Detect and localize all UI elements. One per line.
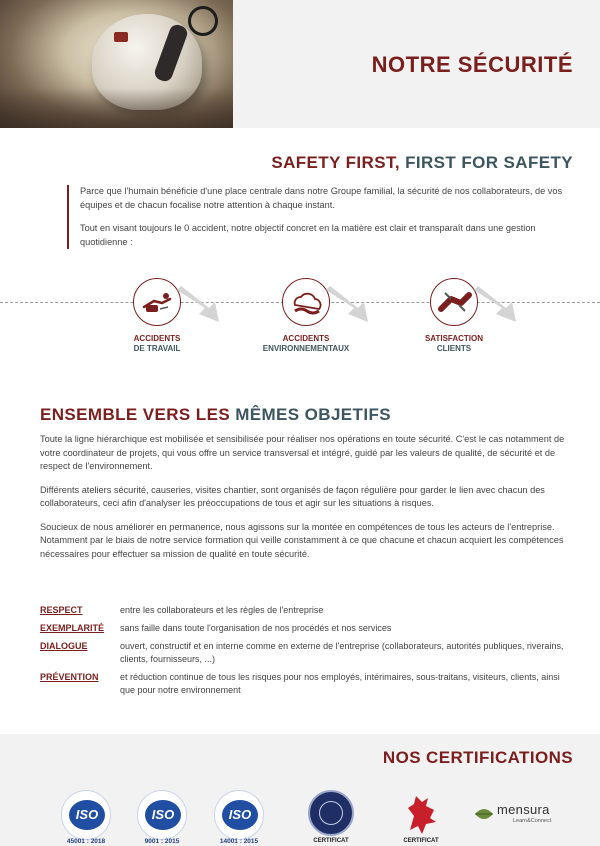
iso-9001-badge bbox=[133, 790, 191, 846]
certificat-seal bbox=[302, 790, 360, 846]
pillar-arrow-icon bbox=[324, 286, 376, 330]
iso-logo-icon bbox=[61, 790, 111, 840]
safety-pillars-band bbox=[0, 268, 600, 378]
safety-first-heading bbox=[271, 153, 573, 173]
mensura-leaf-icon bbox=[473, 804, 495, 824]
handshake-icon bbox=[430, 278, 478, 326]
pillar-environmental-accidents bbox=[262, 278, 422, 373]
pillar-label bbox=[256, 334, 356, 354]
helmet-strap-ring bbox=[188, 6, 218, 36]
ensemble-body bbox=[40, 433, 575, 561]
ensemble-heading bbox=[40, 405, 391, 425]
ensemble-heading-part1: ENSEMBLE VERS LES bbox=[40, 405, 236, 424]
value-row-prevention bbox=[40, 671, 575, 697]
pillar-client-satisfaction bbox=[424, 278, 570, 373]
value-term: PRÉVENTION bbox=[40, 672, 99, 682]
pillar-label bbox=[416, 334, 492, 354]
safety-heading-part1: SAFETY FIRST, bbox=[271, 153, 400, 172]
environment-cloud-icon bbox=[282, 278, 330, 326]
iso-14001-badge bbox=[210, 790, 268, 846]
pillar-label-line1: ACCIDENTS bbox=[282, 334, 330, 343]
pillar-label-line2: DE TRAVAIL bbox=[133, 344, 181, 353]
iso-code: 14001 : 2015 bbox=[219, 838, 259, 845]
pillar-label bbox=[129, 334, 185, 354]
pillar-label-line1: ACCIDENTS bbox=[133, 334, 181, 343]
page-header bbox=[0, 0, 600, 128]
iso-code: 9001 : 2015 bbox=[144, 838, 180, 845]
value-term: DIALOGUE bbox=[40, 641, 88, 651]
safety-paragraph-1: Parce que l'humain bénéficie d'une place centrale dans notre Groupe familial, la sécurité de nos collaborateurs, de vos équipes et de chacun focalise notre attention à chaque instant. bbox=[80, 186, 563, 210]
value-row-dialogue bbox=[40, 640, 575, 666]
value-term: RESPECT bbox=[40, 605, 83, 615]
iso-code: 45001 : 2018 bbox=[66, 838, 106, 845]
iso-word: ISO bbox=[75, 807, 99, 822]
certification-seal-icon bbox=[308, 790, 354, 836]
value-row-exemplarite bbox=[40, 622, 575, 635]
ensemble-paragraph-3: Soucieux de nous améliorer en permanence, nous agissons sur la montée en compétences de tous les acteurs de l'entreprise. Notamment par le biais de notre service formation qui veille constamment à ce que chacune et chacun acquiert les compétences nécessaires pour effectuer sa mission de qualité en toute sécurité. bbox=[40, 521, 564, 559]
value-description: et réduction continue de tous les risques pour nos employés, intérimaires, sous-traitans, visiteurs, clients, ainsi que pour notre environnement bbox=[120, 672, 560, 695]
mensura-logo bbox=[473, 800, 573, 830]
value-term: EXEMPLARITÉ bbox=[40, 623, 105, 633]
mensura-tagline: Learn&Connect bbox=[513, 818, 552, 824]
certifications-heading bbox=[383, 748, 573, 768]
iso-logo-icon bbox=[137, 790, 187, 840]
ensemble-heading-part2: MÊMES OBJETIFS bbox=[235, 405, 391, 424]
pillar-arrow-icon bbox=[175, 286, 227, 330]
pillar-arrow-icon bbox=[472, 286, 524, 330]
value-description: entre les collaborateurs et les règles de l'entreprise bbox=[120, 605, 324, 615]
values-list bbox=[40, 604, 575, 702]
pillar-label-line2: CLIENTS bbox=[436, 344, 472, 353]
iso-word: ISO bbox=[228, 807, 252, 822]
value-description: sans faille dans toute l'organisation de nos procédés et nos services bbox=[120, 623, 392, 633]
ensemble-paragraph-1: Toute la ligne hiérarchique est mobilisée et sensibilisée pour réaliser nos opérations en toute sécurité. C'est le cas notamment de votre coordinateur de projets, qui vous offre un service transversal et intégré, guidé par les valeurs de qualité, de sécurité et de respect de l'environnement. bbox=[40, 434, 565, 471]
safety-paragraph-2: Tout en visant toujours le 0 accident, notre objectif concret en la matière est clair et transparaît dans une gestion quotidienne : bbox=[80, 223, 536, 247]
certificat-caption: CERTIFICAT bbox=[403, 838, 439, 844]
mensura-name: mensura bbox=[497, 802, 550, 817]
page-title: NOTRE SÉCURITÉ bbox=[371, 52, 573, 77]
wallonia-certificat bbox=[392, 790, 450, 846]
iso-word: ISO bbox=[151, 807, 175, 822]
hero-floor-shadow bbox=[0, 88, 233, 128]
pillar-work-accidents bbox=[133, 278, 273, 373]
certificat-caption: CERTIFICAT bbox=[313, 838, 349, 844]
pillar-label-line1: SATISFACTION bbox=[424, 334, 484, 343]
value-row-respect bbox=[40, 604, 575, 617]
safety-heading-part2: FIRST FOR SAFETY bbox=[399, 153, 573, 172]
certifications-heading-text: NOS CERTIFICATIONS bbox=[382, 748, 573, 767]
wallonia-rooster-icon bbox=[402, 792, 440, 836]
value-description: ouvert, constructif et en interne comme en externe de l'entreprise (collaborateurs, autorités publiques, riverains, clients, fournisseurs, ...) bbox=[120, 641, 564, 664]
iso-logo-icon bbox=[214, 790, 264, 840]
work-accident-icon bbox=[133, 278, 181, 326]
safety-intro bbox=[67, 185, 575, 249]
hero-photo-safety-helmet bbox=[0, 0, 233, 128]
ensemble-paragraph-2: Différents ateliers sécurité, causeries, visites chantier, sont organisés de façon régulière pour garder le lien avec chacun des collaborateurs, ceci afin d'analyser les préoccupations de tous et agir sur les situations à risques. bbox=[40, 484, 545, 508]
iso-45001-badge bbox=[57, 790, 115, 846]
pillar-label-line2: ENVIRONNEMENTAUX bbox=[262, 344, 350, 353]
